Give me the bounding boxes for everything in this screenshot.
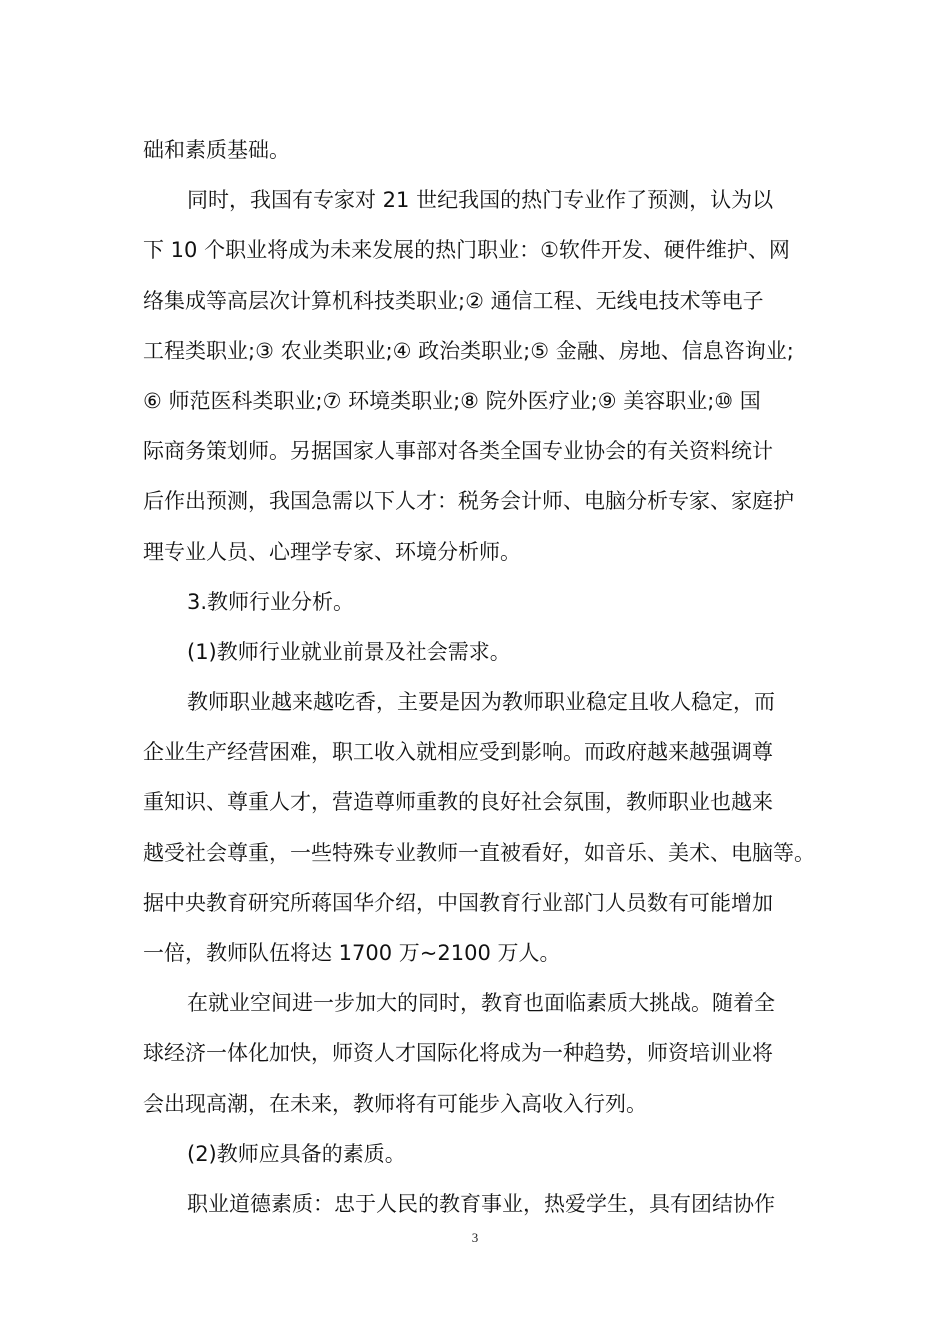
subsection-heading: (1)教师行业就业前景及社会需求。: [187, 639, 511, 664]
section-heading: 3.教师行业分析。: [187, 589, 355, 614]
text-line: 理专业人员、心理学专家、环境分析师。: [143, 539, 521, 564]
text-line: 同时，我国有专家对 21 世纪我国的热门专业作了预测，认为以: [187, 188, 774, 213]
text-line: 据中央教育研究所蒋国华介绍，中国教育行业部门人员数有可能增加: [143, 890, 773, 915]
text-line: 络集成等高层次计算机科技类职业;② 通信工程、无线电技术等电子: [143, 288, 764, 313]
text-line: 下 10 个职业将成为未来发展的热门职业：①软件开发、硬件维护、网: [143, 238, 790, 263]
text-line: ⑥ 师范医科类职业;⑦ 环境类职业;⑧ 院外医疗业;⑨ 美容职业;⑩ 国: [143, 388, 761, 413]
body-text: [143, 125, 815, 1229]
text-line: 重知识、尊重人才，营造尊师重教的良好社会氛围，教师职业也越来: [143, 790, 773, 815]
text-line: 际商务策划师。另据国家人事部对各类全国专业协会的有关资料统计: [143, 439, 773, 464]
text-line: 一倍，教师队伍将达 1700 万~2100 万人。: [143, 941, 561, 965]
subsection-heading: (2)教师应具备的素质。: [187, 1141, 406, 1166]
text-line: 教师职业越来越吃香，主要是因为教师职业稳定且收人稳定，而: [187, 690, 775, 715]
text-line: 在就业空间进一步加大的同时，教育也面临素质大挑战。随着全: [187, 991, 775, 1016]
text-line: 球经济一体化加快，师资人才国际化将成为一种趋势，师资培训业将: [143, 1041, 773, 1066]
page-number: 3: [471, 1230, 479, 1245]
text-line: 企业生产经营困难，职工收入就相应受到影响。而政府越来越强调尊: [143, 740, 773, 765]
text-line: 越受社会尊重，一些特殊专业教师一直被看好，如音乐、美术、电脑等。: [143, 840, 815, 865]
text-line: 后作出预测，我国急需以下人才：税务会计师、电脑分析专家、家庭护: [143, 489, 794, 514]
text-line: 工程类职业;③ 农业类职业;④ 政治类职业;⑤ 金融、房地、信息咨询业;: [143, 338, 794, 363]
text-line: 础和素质基础。: [143, 138, 290, 162]
text-line: 职业道德素质：忠于人民的教育事业，热爱学生，具有团结协作: [187, 1191, 775, 1216]
text-line: 会出现高潮，在未来，教师将有可能步入高收入行列。: [143, 1091, 647, 1116]
